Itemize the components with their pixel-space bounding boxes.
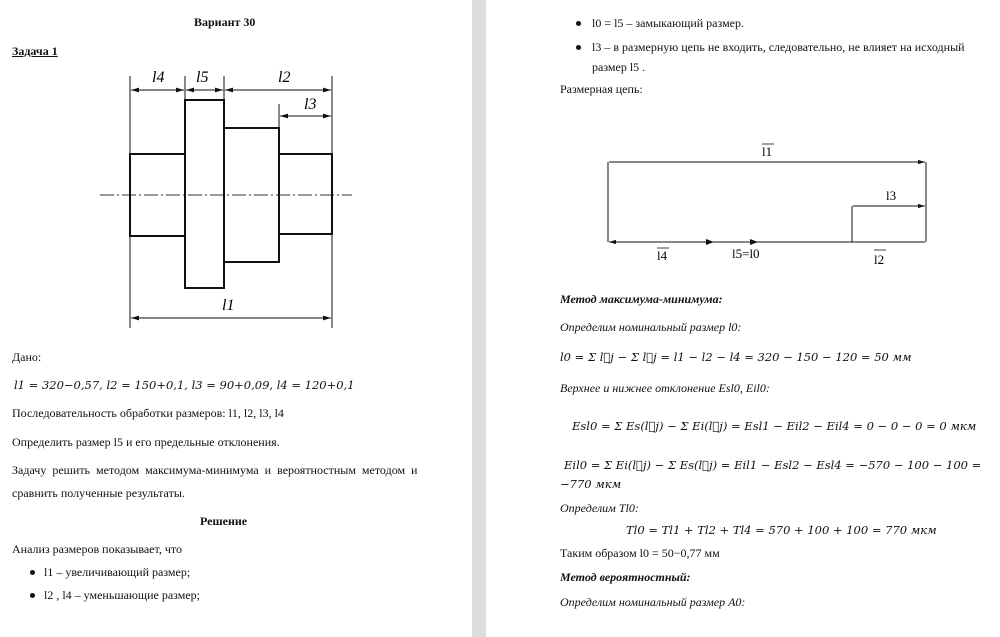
solve-line-2: сравнить полученные результаты. [12, 486, 185, 500]
tolerance-formula: Tl0 = Tl1 + Tl2 + Tl4 = 570 + 100 + 100 = 770 мкм [626, 523, 937, 537]
bullet-2: l2 , l4 – уменьшающие размер; [44, 588, 200, 602]
bullet-dot [576, 21, 581, 26]
label-l4: l4 [152, 69, 165, 86]
given-formula: l1 = 320−0,57, l2 = 150+0,1, l3 = 90+0,09, l4 = 120+0,1 [14, 378, 355, 392]
ei-formula-line-1: Eil0 = Σ Ei(l⃗j) − Σ Es(l⃖j) = Eil1 − Esl2 − Esl4 = −570 − 100 − 100 = [564, 458, 982, 472]
step-l3 [279, 154, 332, 234]
bullet-4-line-2: размер l5 . [592, 60, 646, 74]
page-gutter [472, 0, 486, 637]
bullet-1: l1 – увеличивающий размер; [44, 565, 191, 579]
ei-formula-line-2: −770 мкм [560, 477, 622, 491]
label-l1: l1 [222, 297, 235, 314]
chain-label-l1: l1 [762, 144, 773, 159]
bullet-dot [30, 593, 35, 598]
left-page [0, 0, 472, 637]
nominal-definition: Определим номинальный размер l0: [560, 320, 742, 334]
chain-label-l4: l4 [657, 248, 668, 263]
dimension-chain-diagram [602, 138, 932, 268]
nominal-formula: l0 = Σ l⃗j − Σ l⃖j = l1 − l2 − l4 = 320 − 150 − 120 = 50 мм [560, 350, 912, 364]
solution-title: Решение [200, 514, 248, 528]
label-l3: l3 [304, 96, 317, 113]
bullet-4-line-1: l3 – в размерную цепь не входить, следовательно, не влияет на исходный [592, 40, 965, 54]
variant-title: Вариант 30 [194, 15, 256, 29]
chain-label-l5-l0: l5=l0 [732, 246, 760, 261]
shaft-drawing [90, 62, 370, 332]
bullet-dot [30, 570, 35, 575]
analysis-text: Анализ размеров показывает, что [12, 542, 182, 556]
method-probabilistic-title: Метод вероятностный: [560, 570, 691, 584]
method-maxmin-title: Метод максимума-минимума: [560, 292, 723, 306]
given-label: Дано: [12, 350, 42, 364]
task-title: Задача 1 [12, 44, 58, 58]
determine-text: Определить размер l5 и его предельные отклонения. [12, 435, 280, 449]
solve-line-1: Задачу решить методом максимума-минимума и вероятностным методом и [12, 463, 418, 477]
bullet-3: l0 = l5 – замыкающий размер. [592, 16, 744, 30]
result-text: Таким образом l0 = 50−0,77 мм [560, 546, 720, 560]
bullet-dot [576, 45, 581, 50]
es-formula: Esl0 = Σ Es(l⃗j) − Σ Ei(l⃖j) = Esl1 − Eil2 − Eil4 = 0 − 0 − 0 = 0 мкм [572, 419, 977, 433]
nominal-definition-2: Определим номинальный размер A0: [560, 595, 746, 609]
step-l5 [185, 100, 224, 288]
chain-title: Размерная цепь: [560, 82, 643, 96]
chain-label-l2: l2 [874, 252, 885, 267]
right-page [486, 0, 1000, 637]
tolerance-title: Определим Tl0: [560, 501, 639, 515]
chain-label-l3: l3 [886, 188, 897, 203]
label-l5: l5 [196, 69, 209, 86]
label-l2: l2 [278, 69, 291, 86]
sequence-text: Последовательность обработки размеров: l1, l2, l3, l4 [12, 406, 284, 420]
deviation-title: Верхнее и нижнее отклонение Esl0, Eil0: [560, 381, 770, 395]
